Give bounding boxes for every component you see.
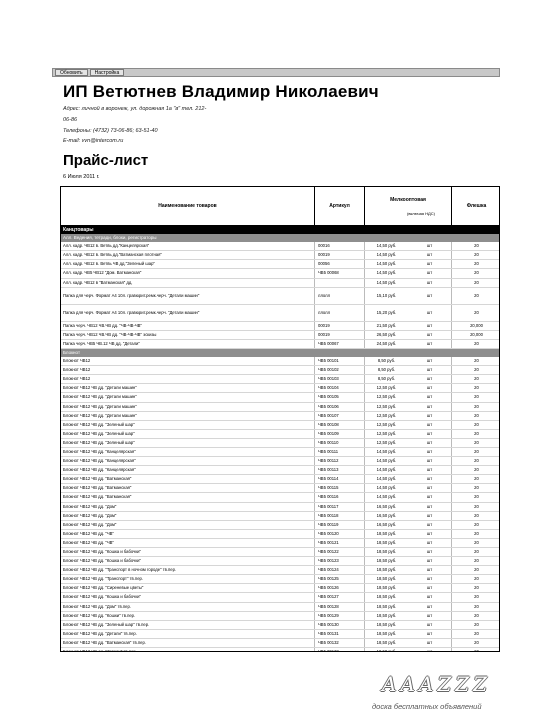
cell-article: ллолл: [314, 305, 364, 321]
cell-qty: 20: [451, 503, 500, 511]
cell-article: ЧВ5 00105: [314, 393, 364, 401]
table-row: [61, 251, 499, 260]
cell-article: ЧВ5 00104: [314, 384, 364, 392]
cell-name: Папка для черч. Формат А4 10л. гравюрит.ремк.черч. "Детали машин": [63, 309, 200, 315]
cell-name: Блокнот ЧВ12 ЧВ дд. "Детали" тв.пер.: [63, 649, 137, 652]
watermark-logo: AAAZZZ: [382, 672, 492, 696]
cell-article: ЧВ5 00126: [314, 584, 364, 592]
cell-qty: 20: [451, 603, 500, 611]
cell-name: Блокнот ЧВ12 ЧВ дд. "Сиреневые цветы": [63, 585, 144, 591]
table-row: [61, 603, 499, 612]
cell-article: ЧВ5 00119: [314, 521, 364, 529]
cell-name: Блокнот ЧВ12 ЧВ дд. "Канцелярская": [63, 448, 136, 454]
cell-name: Блокнот ЧВ12 ЧВ дд. "Дом": [63, 503, 117, 509]
toolbar: [52, 68, 500, 77]
cell-name: Алл. кадр. ЧВ12 в. Ветвь дд."Ватманская плотная": [63, 252, 162, 258]
cell-name: Алл. кадр. ЧВ12 в. Ветвь ЧВ дд."Зеленый шар": [63, 261, 155, 267]
cell-price: 24,50 руб.: [364, 340, 408, 348]
table-row: [61, 242, 499, 251]
cell-unit: шт: [426, 385, 433, 391]
cell-qty: 20: [451, 557, 500, 565]
cell-name: Блокнот ЧВ12 ЧВ дд. "Ватманская": [63, 494, 132, 500]
price-table: [60, 186, 500, 652]
cell-qty: 20: [451, 566, 500, 574]
cell-article: ЧВ5 00130: [314, 621, 364, 629]
cell-price: 18,50 руб.: [364, 639, 408, 647]
table-body: [61, 226, 499, 652]
cell-unit: шт: [426, 261, 433, 267]
address-line: Адрес: личной в воронеж, ул. дорожная 1а "в" тел. 212-: [63, 106, 207, 112]
cell-article: 00019: [314, 322, 364, 330]
cell-unit: шт: [426, 340, 433, 346]
watermark: [372, 672, 552, 716]
table-row: [61, 260, 499, 269]
cell-article: ЧВ5 00124: [314, 566, 364, 574]
cell-article: ЧВ5 00067: [314, 340, 364, 348]
settings-button[interactable]: Настройка: [90, 69, 125, 76]
cell-name: Блокнот ЧВ12 ЧВ дд. "Зеленый шар": [63, 430, 135, 436]
cell-price: 15,10 руб.: [364, 288, 408, 304]
table-row: [61, 475, 499, 484]
cell-qty: 20: [451, 439, 500, 447]
cell-unit: шт: [426, 243, 433, 249]
cell-name: Блокнот ЧВ12 ЧВ дд. "Канцелярская": [63, 458, 136, 464]
cell-name: Блокнот ЧВ12 ЧВ дд. "Детали машин": [63, 403, 137, 409]
cell-article: ЧВ5 00109: [314, 430, 364, 438]
cell-article: ЧВ5 00127: [314, 593, 364, 601]
cell-qty: 20: [451, 305, 500, 321]
cell-unit: шт: [426, 503, 433, 509]
cell-price: 14,50 руб.: [364, 242, 408, 250]
cell-article: ЧВ5 00068: [314, 269, 364, 277]
cell-article: ЧВ5 00102: [314, 366, 364, 374]
cell-price: 15,20 руб.: [364, 305, 408, 321]
cell-article: ЧВ5 00116: [314, 493, 364, 501]
cell-name: Блокнот ЧВ12 ЧВ дд. "Ватманская": [63, 485, 132, 491]
cell-unit: шт: [426, 367, 433, 373]
cell-unit: шт: [426, 612, 433, 618]
cell-name: Блокнот ЧВ12 ЧВ дд. "Ватманская": [63, 476, 132, 482]
cell-name: Блокнот ЧВ12 ЧВ дд. "Детали машин": [63, 385, 137, 391]
cell-qty: 20: [451, 584, 500, 592]
cell-name: Алл. кадр. ЧВ12 в "Ватманская" дд.: [63, 279, 133, 285]
cell-unit: шт: [426, 649, 433, 652]
cell-unit: шт: [426, 376, 433, 382]
cell-price: 14,50 руб.: [364, 260, 408, 268]
cell-qty: 20: [451, 593, 500, 601]
cell-article: 00056: [314, 260, 364, 268]
header-price-sub: (включая НДС): [407, 211, 435, 216]
cell-article: ЧВ5 00114: [314, 475, 364, 483]
cell-name: Блокнот ЧВ12 ЧВ дд. "Дом": [63, 512, 117, 518]
cell-article: 00016: [314, 242, 364, 250]
cell-price: 12,50 руб.: [364, 430, 408, 438]
table-row: [61, 403, 499, 412]
cell-qty: 20: [451, 493, 500, 501]
cell-unit: шт: [426, 458, 433, 464]
cell-price: 14,50 руб.: [364, 457, 408, 465]
cell-price: 18,50 руб.: [364, 557, 408, 565]
cell-qty: 20: [451, 393, 500, 401]
cell-unit: шт: [426, 485, 433, 491]
watermark-tagline: доска бесплатных объявлений: [372, 702, 482, 711]
table-row: [61, 512, 499, 521]
cell-unit: шт: [426, 421, 433, 427]
cell-name: Блокнот ЧВ12: [63, 367, 91, 373]
page-title: Прайс-лист: [63, 152, 149, 169]
cell-name: Блокнот ЧВ12 ЧВ дд. "Детали машин": [63, 394, 137, 400]
cell-name: Блокнот ЧВ12 ЧВ дд. "Зеленый шар" тв.пер.: [63, 621, 150, 627]
cell-article: 00019: [314, 251, 364, 259]
cell-article: ЧВ5 00132: [314, 639, 364, 647]
cell-article: ЧВ5 00122: [314, 548, 364, 556]
cell-article: ЧВ5 00103: [314, 375, 364, 383]
cell-price: 18,50 руб.: [364, 648, 408, 652]
cell-unit: шт: [426, 270, 433, 276]
cell-name: Папка черч. ЧВ5 ЧВ.12 ЧВ дд. "Детали": [63, 340, 140, 346]
cell-price: 18,50 руб.: [364, 566, 408, 574]
cell-article: ллолл: [314, 288, 364, 304]
cell-qty: 20: [451, 530, 500, 538]
cell-qty: 20: [451, 539, 500, 547]
table-row: [61, 521, 499, 530]
subcategory-row: [61, 234, 499, 242]
cell-name: Алл. кадр. ЧВ5 ЧВ12 "Дом. Ватманская": [63, 270, 142, 276]
cell-unit: шт: [426, 576, 433, 582]
cell-article: ЧВ5 00113: [314, 466, 364, 474]
cell-price: 18,50 руб.: [364, 584, 408, 592]
cell-qty: 20: [451, 251, 500, 259]
cell-qty: 20: [451, 457, 500, 465]
cell-unit: шт: [426, 412, 433, 418]
cell-name: Блокнот ЧВ12 ЧВ дд. "Кошка и бабочки": [63, 549, 141, 554]
cell-qty: 20: [451, 430, 500, 438]
cell-unit: шт: [426, 309, 433, 315]
table-row: [61, 430, 499, 439]
cell-qty: 20: [451, 340, 500, 348]
cell-article: ЧВ5 00133: [314, 648, 364, 652]
cell-price: 18,50 руб.: [364, 593, 408, 601]
cell-qty: 20: [451, 548, 500, 556]
cell-name: Папка для черч. Формат А4 10л. гравюрит.ремк.черч. "Детали машин": [63, 292, 200, 298]
cell-price: 18,50 руб.: [364, 530, 408, 538]
cell-price: 18,50 руб.: [364, 603, 408, 611]
table-row: [61, 484, 499, 493]
cell-unit: шт: [426, 567, 433, 573]
cell-qty: 20: [451, 575, 500, 583]
cell-unit: шт: [426, 530, 433, 536]
cell-unit: шт: [426, 512, 433, 518]
cell-article: ЧВ5 00101: [314, 357, 364, 365]
cell-price: 12,50 руб.: [364, 439, 408, 447]
cell-name: Папка черч. ЧВ12 ЧВ.ЧВ дд. "ЧВ-ЧВ-ЧВ": [63, 322, 142, 328]
cell-name: Алл. кадр. ЧВ12 в. Ветвь дд."Канцелярская": [63, 243, 150, 249]
table-row: [61, 305, 499, 322]
cell-qty: 20: [451, 466, 500, 474]
cell-qty: 20: [451, 403, 500, 411]
table-row: [61, 539, 499, 548]
cell-qty: 20: [451, 612, 500, 620]
cell-price: 18,50 руб.: [364, 575, 408, 583]
cell-price: 14,50 руб.: [364, 493, 408, 501]
table-row: [61, 393, 499, 402]
cell-price: 14,50 руб.: [364, 448, 408, 456]
table-row: [61, 412, 499, 421]
cell-article: ЧВ5 00107: [314, 412, 364, 420]
header-name: Наименование товаров: [158, 203, 217, 209]
cell-unit: шт: [426, 476, 433, 482]
cell-qty: 20: [451, 357, 500, 365]
cell-unit: шт: [426, 630, 433, 636]
cell-unit: шт: [426, 494, 433, 500]
cell-article: ЧВ5 00121: [314, 539, 364, 547]
table-row: [61, 648, 499, 652]
table-row: [61, 448, 499, 457]
table-row: [61, 279, 499, 288]
cell-unit: шт: [426, 467, 433, 473]
cell-qty: 20: [451, 521, 500, 529]
cell-name: Папка черч. ЧВ12 ЧВ.ЧВ дд. "ЧВ-ЧВ-ЧВ" эскизы: [63, 331, 157, 337]
cell-unit: шт: [426, 448, 433, 454]
cell-article: ЧВ5 00120: [314, 530, 364, 538]
cell-name: Блокнот ЧВ12 ЧВ дд. "ЧВ": [63, 530, 114, 536]
cell-unit: шт: [426, 521, 433, 527]
cell-unit: шт: [426, 549, 433, 554]
cell-price: 16,50 руб.: [364, 512, 408, 520]
cell-qty: 20: [451, 375, 500, 383]
table-row: [61, 566, 499, 575]
cell-qty: 20,000: [451, 331, 500, 339]
cell-qty: 20: [451, 639, 500, 647]
cell-qty: 20: [451, 242, 500, 250]
cell-name: Блокнот ЧВ12 ЧВ дд. "Кошка и бабочки": [63, 558, 141, 564]
subcategory-row: [61, 349, 499, 357]
cell-name: Блокнот: [63, 349, 81, 355]
cell-name: Блокнот ЧВ12 ЧВ дд. "Дом": [63, 521, 117, 527]
cell-name: Блокнот ЧВ12 ЧВ дд. "Транспорт" тв.пер.: [63, 576, 144, 582]
cell-unit: шт: [426, 331, 433, 337]
cell-name: Блокнот ЧВ12 ЧВ дд. "Дом" тв.пер.: [63, 603, 131, 609]
table-row: [61, 630, 499, 639]
cell-unit: шт: [426, 394, 433, 400]
cell-qty: 20: [451, 421, 500, 429]
cell-price: 14,50 руб.: [364, 475, 408, 483]
table-row: [61, 457, 499, 466]
cell-unit: шт: [426, 539, 433, 545]
cell-unit: шт: [426, 621, 433, 627]
cell-price: 18,50 руб.: [364, 612, 408, 620]
cell-unit: шт: [426, 585, 433, 591]
cell-price: 14,50 руб.: [364, 484, 408, 492]
cell-article: ЧВ5 00112: [314, 457, 364, 465]
cell-unit: шт: [426, 279, 433, 285]
cell-qty: 20: [451, 630, 500, 638]
address-line-cont: 06-86: [63, 117, 78, 123]
table-row: [61, 331, 499, 340]
table-row: [61, 288, 499, 305]
cell-unit: шт: [426, 322, 433, 328]
cell-price: 14,50 руб.: [364, 251, 408, 259]
cell-qty: 20: [451, 384, 500, 392]
header-price: [364, 187, 451, 225]
cell-unit: шт: [426, 639, 433, 645]
cell-unit: шт: [426, 430, 433, 436]
cell-price: 8,50 руб.: [364, 357, 408, 365]
cell-price: 8,50 руб.: [364, 375, 408, 383]
cell-article: ЧВ5 00108: [314, 421, 364, 429]
cell-unit: шт: [426, 358, 433, 364]
cell-article: ЧВ5 00123: [314, 557, 364, 565]
table-header: [61, 187, 499, 226]
cell-price: 12,50 руб.: [364, 412, 408, 420]
cell-article: ЧВ5 00115: [314, 484, 364, 492]
cell-article: ЧВ5 00106: [314, 403, 364, 411]
cell-price: 18,50 руб.: [364, 539, 408, 547]
cell-article: ЧВ5 00129: [314, 612, 364, 620]
cell-price: 16,50 руб.: [364, 521, 408, 529]
table-row: [61, 384, 499, 393]
cell-price: 18,50 руб.: [364, 630, 408, 638]
cell-name: Блокнот ЧВ12 ЧВ дд. "Ватманская" тв.пер.: [63, 639, 146, 645]
cell-price: 26,50 руб.: [364, 331, 408, 339]
cell-name: Блокнот ЧВ12 ЧВ дд. "Транспорт в ночном городе" тв.пер.: [63, 567, 177, 573]
cell-name: Блокнот ЧВ12: [63, 358, 91, 364]
cell-qty: 20: [451, 448, 500, 456]
price-date: 6 Июля 2011 г.: [63, 174, 100, 180]
table-row: [61, 584, 499, 593]
cell-article: 00019: [314, 331, 364, 339]
cell-article: ЧВ5 00110: [314, 439, 364, 447]
table-row: [61, 421, 499, 430]
cell-price: 12,50 руб.: [364, 421, 408, 429]
cell-price: 12,50 руб.: [364, 384, 408, 392]
table-row: [61, 557, 499, 566]
cell-name: Блокнот ЧВ12 ЧВ дд. "Зеленый шар": [63, 421, 135, 427]
header-article: Артикул: [314, 187, 364, 225]
cell-qty: 20: [451, 648, 500, 652]
cell-name: Алл. Ведения, тетради, блоки, регистраторы: [63, 235, 157, 241]
table-row: [61, 366, 499, 375]
cell-article: ЧВ5 00125: [314, 575, 364, 583]
cell-price: 18,50 руб.: [364, 621, 408, 629]
email-line: E-mail: vvn@intercom.ru: [63, 138, 124, 144]
cell-unit: шт: [426, 558, 433, 564]
table-row: [61, 269, 499, 278]
cell-qty: 20: [451, 269, 500, 277]
table-row: [61, 621, 499, 630]
table-row: [61, 340, 499, 349]
table-row: [61, 493, 499, 502]
cell-article: ЧВ5 00128: [314, 603, 364, 611]
cell-qty: 20,000: [451, 322, 500, 330]
cell-name: Блокнот ЧВ12 ЧВ дд. "Зеленый шар": [63, 439, 135, 445]
cell-name: Канцтовары: [63, 227, 94, 233]
cell-unit: шт: [426, 594, 433, 600]
cell-price: 18,50 руб.: [364, 548, 408, 556]
cell-price: 16,50 руб.: [364, 503, 408, 511]
cell-qty: 20: [451, 279, 500, 287]
cell-price: 8,50 руб.: [364, 366, 408, 374]
cell-qty: 20: [451, 366, 500, 374]
cell-qty: 20: [451, 260, 500, 268]
table-row: [61, 548, 499, 557]
cell-name: Блокнот ЧВ12 ЧВ дд. "Кошки" тв.пер.: [63, 612, 136, 618]
table-row: [61, 466, 499, 475]
refresh-button[interactable]: Обновить: [55, 69, 88, 76]
cell-qty: 20: [451, 621, 500, 629]
table-row: [61, 375, 499, 384]
cell-name: Блокнот ЧВ12 ЧВ дд. "Детали машин": [63, 412, 137, 418]
phones-line: Телефоны: (4732) 73-06-86; 63-51-40: [63, 128, 158, 134]
cell-qty: 20: [451, 412, 500, 420]
header-flash: Флешка: [451, 187, 500, 225]
cell-article: ЧВ5 00111: [314, 448, 364, 456]
cell-price: 14,50 руб.: [364, 269, 408, 277]
table-row: [61, 530, 499, 539]
cell-price: 12,50 руб.: [364, 403, 408, 411]
cell-article: ЧВ5 00118: [314, 512, 364, 520]
table-row: [61, 357, 499, 366]
cell-article: ЧВ5 00131: [314, 630, 364, 638]
cell-qty: 20: [451, 512, 500, 520]
table-row: [61, 503, 499, 512]
cell-name: Блокнот ЧВ12 ЧВ дд. "Кошка и бабочки": [63, 594, 141, 600]
cell-price: 21,50 руб.: [364, 322, 408, 330]
cell-article: [314, 279, 364, 287]
cell-price: 14,50 руб.: [364, 279, 408, 287]
cell-qty: 20: [451, 475, 500, 483]
cell-unit: шт: [426, 439, 433, 445]
cell-qty: 20: [451, 288, 500, 304]
cell-name: Блокнот ЧВ12: [63, 376, 91, 382]
table-row: [61, 322, 499, 331]
cell-name: Блокнот ЧВ12 ЧВ дд. "Канцелярская": [63, 467, 136, 473]
cell-article: ЧВ5 00117: [314, 503, 364, 511]
cell-price: 14,50 руб.: [364, 466, 408, 474]
cell-price: 12,50 руб.: [364, 393, 408, 401]
cell-unit: шт: [426, 603, 433, 609]
company-name: ИП Ветютнев Владимир Николаевич: [63, 82, 379, 101]
table-row: [61, 593, 499, 602]
cell-unit: шт: [426, 403, 433, 409]
table-row: [61, 575, 499, 584]
table-row: [61, 639, 499, 648]
cell-name: Блокнот ЧВ12 ЧВ дд. "Детали" тв.пер.: [63, 630, 137, 636]
cell-unit: шт: [426, 252, 433, 258]
cell-qty: 20: [451, 484, 500, 492]
cell-unit: шт: [426, 292, 433, 298]
header-price-label: Мелкооптовая: [390, 197, 426, 203]
table-row: [61, 612, 499, 621]
table-row: [61, 439, 499, 448]
cell-name: Блокнот ЧВ12 ЧВ дд. "ЧВ": [63, 539, 114, 545]
category-row: [61, 226, 499, 234]
